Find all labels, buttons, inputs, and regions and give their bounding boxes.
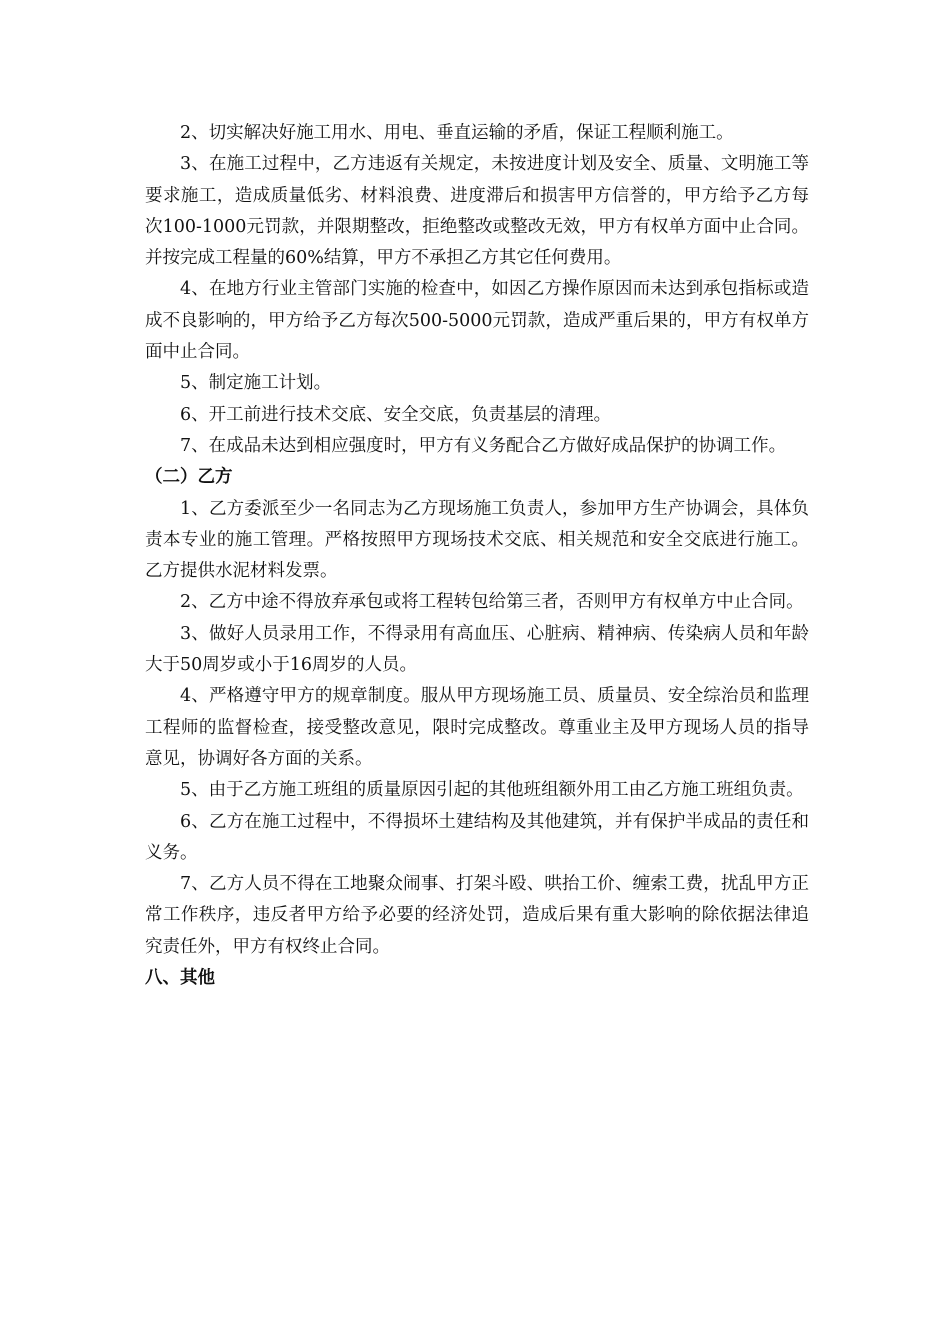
clause-a-5: 5、制定施工计划。 xyxy=(180,373,332,394)
clause-a-3: 3、在施工过程中，乙方违返有关规定，未按进度计划及安全、质量、文明施工等要求施工，造成质量低劣、材料浪费、进度滞后和损害甲方信誉的，甲方给予乙方每次100-1000元罚款，并限期整改，拒绝整改或整改无效，甲方有权单方面中止合同。并按完成工程量的60%结算，甲方不承担乙方其它任何费用。 xyxy=(145,154,809,269)
clause-a-4: 4、在地方行业主管部门实施的检查中，如因乙方操作原因而未达到承包指标或造成不良影响的，甲方给予乙方每次500-5000元罚款，造成严重后果的，甲方有权单方面中止合同。 xyxy=(145,279,809,363)
clause-a-6: 6、开工前进行技术交底、安全交底，负责基层的清理。 xyxy=(180,404,612,425)
clause-b-4: 4、严格遵守甲方的规章制度。服从甲方现场施工员、质量员、安全综治员和监理工程师的监督检查，接受整改意见，限时完成整改。尊重业主及甲方现场人员的指导意见，协调好各方面的关系。 xyxy=(145,686,809,769)
section-heading-party-b: （二）乙方 xyxy=(145,467,233,488)
clause-b-2: 2、乙方中途不得放弃承包或将工程转包给第三者，否则甲方有权单方中止合同。 xyxy=(180,592,804,613)
clause-b-7: 7、乙方人员不得在工地聚众闹事、打架斗殴、哄抬工价、缠索工费，扰乱甲方正常工作秩序，违反者甲方给予必要的经济处罚，造成后果有重大影响的除依据法律追究责任外，甲方有权终止合同。 xyxy=(145,874,809,957)
clause-b-6: 6、乙方在施工过程中，不得损坏土建结构及其他建筑，并有保护半成品的责任和义务。 xyxy=(145,811,809,863)
clause-a-7: 7、在成品未达到相应强度时，甲方有义务配合乙方做好成品保护的协调工作。 xyxy=(180,435,787,456)
clause-b-1: 1、乙方委派至少一名同志为乙方现场施工负责人，参加甲方生产协调会，具体负责本专业的施工管理。严格按照甲方现场技术交底、相关规范和安全交底进行施工。乙方提供水泥材料发票。 xyxy=(145,498,809,582)
clause-b-3: 3、做好人员录用工作，不得录用有高血压、心脏病、精神病、传染病人员和年龄大于50周岁或小于16周岁的人员。 xyxy=(145,623,809,676)
section-heading-other: 八、其他 xyxy=(145,968,215,989)
document-page xyxy=(145,118,809,994)
clause-a-2: 2、切实解决好施工用水、用电、垂直运输的矛盾，保证工程顺利施工。 xyxy=(180,123,734,143)
clause-b-5: 5、由于乙方施工班组的质量原因引起的其他班组额外用工由乙方施工班组负责。 xyxy=(180,780,804,801)
